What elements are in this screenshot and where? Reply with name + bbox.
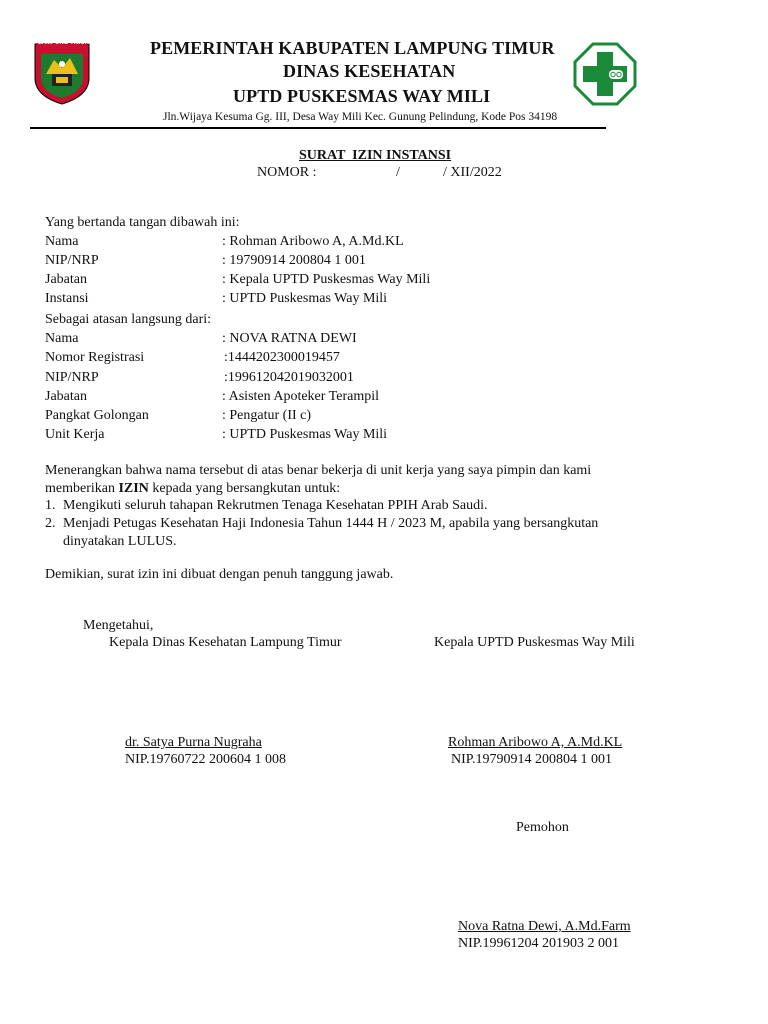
body-text: kepada yang bersangkutan untuk: [148,481,341,496]
list-item: Menjadi Petugas Kesehatan Haji Indonesia Tahun 1444 H / 2023 M, apabila yang bersangkutan [63,516,599,531]
field-value: : NOVA RATNA DEWI [222,331,357,346]
body-paragraph-line2 [45,481,340,497]
section1-intro: Yang bertanda tangan dibawah ini: [45,215,240,230]
pemohon-name: Nova Ratna Dewi, A.Md.Farm [458,919,631,934]
field-value: : Pengatur (II c) [222,408,312,423]
list-number: 2. [45,516,56,531]
field-label: Nomor Registrasi [45,350,145,365]
closing-statement: Demikian, surat izin ini dibuat dengan penuh tanggung jawab. [45,567,394,582]
field-value: : Asisten Apoteker Terampil [222,389,380,404]
mengetahui-label: Mengetahui, [83,618,154,633]
nomor-label: NOMOR : [257,165,317,180]
field-value: : UPTD Puskesmas Way Mili [222,291,388,306]
header-government: PEMERINTAH KABUPATEN LAMPUNG TIMUR [150,38,555,58]
field-label: Pangkat Golongan [45,408,149,423]
field-value: :199612042019032001 [224,370,354,385]
field-label: Unit Kerja [45,427,105,442]
field-label: NIP/NRP [45,370,99,385]
pemohon-label: Pemohon [516,820,569,835]
list-number: 1. [45,498,56,513]
body-text: memberikan [45,481,119,496]
header-divider [30,127,606,129]
body-paragraph-line1: Menerangkan bahwa nama tersebut di atas benar bekerja di unit kerja yang saya pimpin dan kami [45,463,592,478]
left-signer-nip: NIP.19760722 200604 1 008 [125,752,287,767]
right-logo [573,42,637,106]
field-label: Nama [45,331,79,346]
field-label: Jabatan [45,272,87,287]
list-item: Mengikuti seluruh tahapan Rekrutmen Tenaga Kesehatan PPIH Arab Saudi. [63,498,488,513]
field-label: Nama [45,234,79,249]
left-signer-name: dr. Satya Purna Nugraha [125,735,262,750]
nomor-separator: / [396,165,400,180]
header-department: DINAS KESEHATAN [283,61,456,81]
field-value: : Kepala UPTD Puskesmas Way Mili [222,272,431,287]
izin-keyword: IZIN [118,481,149,496]
pemohon-nip: NIP.19961204 201903 2 001 [458,936,620,951]
field-value: : UPTD Puskesmas Way Mili [222,427,388,442]
field-value: : 19790914 200804 1 001 [222,253,366,268]
left-signer-title: Kepala Dinas Kesehatan Lampung Timur [109,635,342,650]
field-value: : Rohman Aribowo A, A.Md.KL [222,234,404,249]
right-signer-nip: NIP.19790914 200804 1 001 [451,752,613,767]
field-label: NIP/NRP [45,253,99,268]
header-address: Jln.Wijaya Kesuma Gg. III, Desa Way Mili Kec. Gunung Pelindung, Kode Pos 34198 [163,111,558,123]
field-label: Instansi [45,291,89,306]
section2-intro: Sebagai atasan langsung dari: [45,312,212,327]
list-item-continued: dinyatakan LULUS. [63,534,177,549]
header-unit: UPTD PUSKESMAS WAY MILI [233,86,491,106]
left-logo [32,40,92,106]
letter-title: SURAT IZIN INSTANSI [299,148,452,163]
right-signer-name: Rohman Aribowo A, A.Md.KL [448,735,623,750]
left-logo-text: LAMPUNG TIMUR [38,40,89,46]
field-value: :1444202300019457 [224,350,340,365]
right-signer-title: Kepala UPTD Puskesmas Way Mili [434,635,635,650]
nomor-suffix: / XII/2022 [443,165,502,180]
field-label: Jabatan [45,389,87,404]
